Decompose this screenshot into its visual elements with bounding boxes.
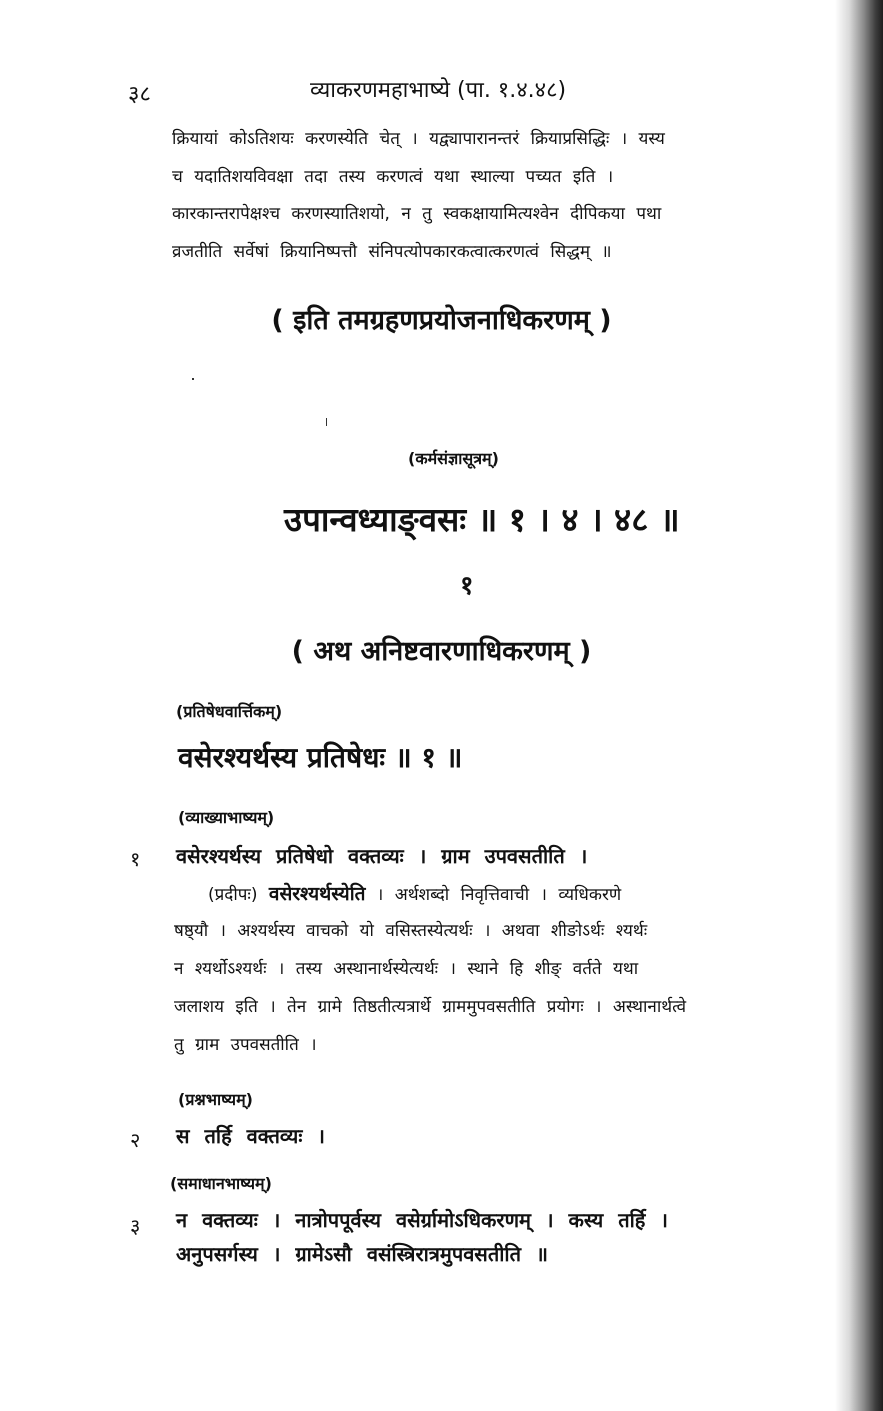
pradipa-line: जलाशय इति । तेन ग्रामे तिष्ठतीत्यत्रार्थे ग्राममुपवसतीति प्रयोगः । अस्थानार्थत्वे: [174, 997, 687, 1017]
page-edge-shadow: [835, 0, 883, 1411]
pradipa-lemma: वसेरश्यर्थस्येति: [268, 883, 366, 905]
section-title: ( अथ अनिष्टवारणाधिकरणम् ): [291, 636, 592, 667]
commentary-line: क्रियायां कोऽतिशयः करणस्येति चेत् । यद्व्यापारानन्तरं क्रियाप्रसिद्धिः । यस्य: [172, 129, 665, 149]
pradipa-line: न श्यर्थोऽश्यर्थः । तस्य अस्थानार्थस्येत्यर्थः । स्थाने हि शीङ् वर्तते यथा: [174, 959, 639, 979]
section-end-heading: ( इति तमग्रहणप्रयोजनाधिकरणम् ): [271, 305, 612, 336]
pradipa-label: (प्रदीपः): [208, 885, 258, 905]
sutra-text: उपान्वध्याङ्वसः ॥ १ । ४ । ४८ ॥: [284, 500, 680, 539]
commentary-line: कारकान्तरापेक्षश्च करणस्यातिशयो, न तु स्वकक्षायामित्यश्वेन दीपिकया पथा: [172, 204, 662, 224]
vyakhya-label: (व्याख्याभाष्यम्): [178, 808, 275, 827]
page-number: ३८: [128, 82, 151, 107]
sutra-category-label: (कर्मसंज्ञासूत्रम्): [408, 449, 499, 468]
paragraph-number: ३: [130, 1214, 141, 1238]
bhashya-text: वसेरश्यर्थस्य प्रतिषेधो वक्तव्यः । ग्राम उपवसतीति ।: [176, 844, 588, 868]
paragraph-number: १: [130, 847, 141, 871]
commentary-line: च यदातिशयविवक्षा तदा तस्य करणत्वं यथा स्थाल्या पच्यत इति ।: [172, 167, 614, 187]
pradipa-first-line: [208, 880, 621, 906]
pradipa-line: षष्ठ्यौ । अश्यर्थस्य वाचको यो वसिस्तस्येत्यर्थः । अथवा शीङोऽर्थः श्यर्थः: [174, 921, 648, 941]
bhashya-text: न वक्तव्यः । नात्रोपपूर्वस्य वसेर्ग्रामोऽधिकरणम् । कस्य तर्हि ।: [176, 1208, 668, 1232]
print-speck: [192, 378, 194, 380]
paragraph-number: २: [130, 1128, 141, 1152]
bhashya-text: स तर्हि वक्तव्यः ।: [176, 1124, 325, 1148]
pradipa-line: तु ग्राम उपवसतीति ।: [174, 1035, 317, 1055]
commentary-line: व्रजतीति सर्वेषां क्रियानिष्पत्तौ संनिपत्योपकारकत्वात्करणत्वं सिद्धम् ॥: [172, 242, 612, 262]
running-title: व्याकरणमहाभाष्ये (पा. १.४.४८): [310, 78, 567, 103]
vartika-text: वसेरश्यर्थस्य प्रतिषेधः ॥ १ ॥: [178, 741, 463, 774]
vartika-label: (प्रतिषेधवार्त्तिकम्): [176, 702, 283, 721]
pradipa-text: । अर्थशब्दो निवृत्तिवाची । व्यधिकरणे: [376, 885, 622, 905]
samadhana-label: (समाधानभाष्यम्): [170, 1174, 272, 1193]
bhashya-text: अनुपसर्गस्य । ग्रामेऽसौ वसंस्त्रिरात्रमुपवसतीति ॥: [176, 1242, 548, 1266]
print-speck: [326, 418, 327, 426]
adhikarana-number: १: [460, 571, 474, 601]
prashna-label: (प्रश्नभाष्यम्): [178, 1090, 253, 1109]
